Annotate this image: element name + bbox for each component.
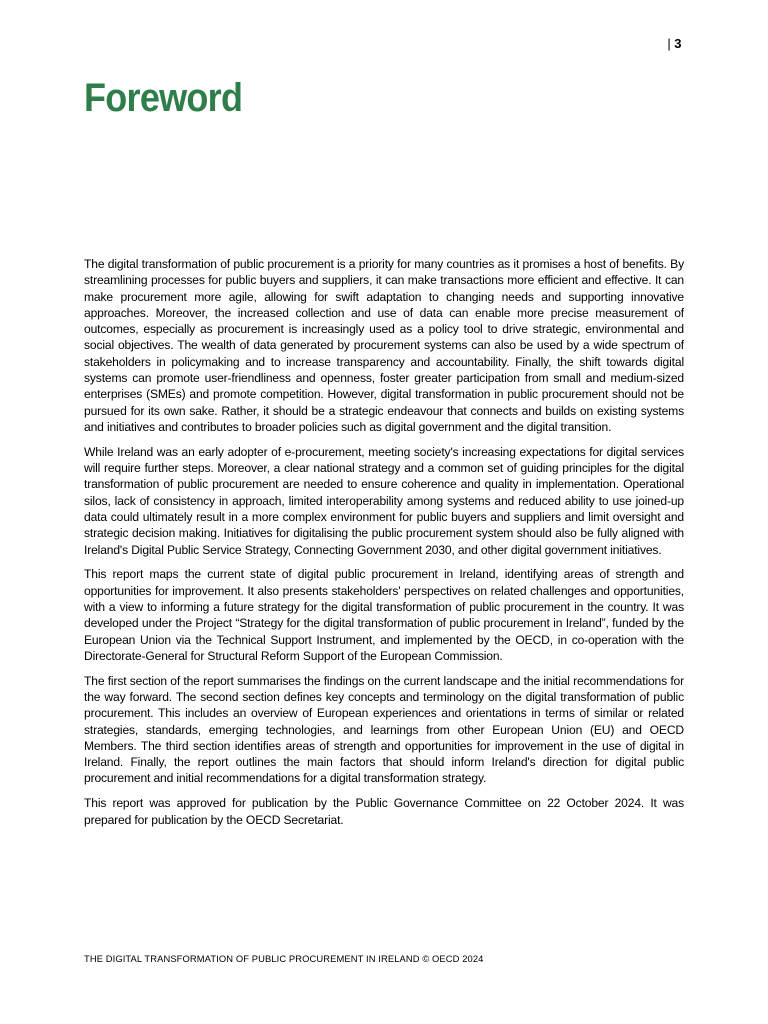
paragraph: This report maps the current state of digital public procurement in Ireland, identifying areas of strength and opportunities for improvement. It also presents stakeholders' perspectives on related challenges and opportunities, with a view to informing a future strategy for the digital transformation of public procurement in the country. It was developed under the Project “Strategy for the digital transformation of public procurement in Ireland”, funded by the European Union via the Technical Support Instrument, and implemented by the OECD, in co-operation with the Directorate-General for Structural Reform Support of the European Commission.: [84, 567, 684, 663]
paragraph: The first section of the report summarises the findings on the current landscape and the initial recommendations for the way forward. The second section defines key concepts and terminology on the digital transformation of public procurement. This includes an overview of European experiences and orientations in terms of similar or related strategies, standards, emerging technologies, and learnings from other European Union (EU) and OECD Members. The third section identifies areas of strength and opportunities for improvement in the use of digital in Ireland. Finally, the report outlines the main factors that should inform Ireland's direction for digital public procurement and initial recommendations for a digital transformation strategy.: [84, 673, 684, 786]
body-text: [84, 256, 684, 836]
page-number-value: 3: [674, 36, 682, 51]
paragraph: While Ireland was an early adopter of e-procurement, meeting society's increasing expectations for digital services will require further steps. Moreover, a clear national strategy and a common set of guiding principles for the digital transformation of public procurement are needed to ensure coherence and quality in implementation. Operational silos, lack of consistency in approach, limited interoperability among systems and reduced ability to use joined-up data could ultimately result in a more complex environment for public buyers and suppliers and limit oversight and strategic decision making. Initiatives for digitalising the public procurement system should also be fully aligned with Ireland's Digital Public Service Strategy, Connecting Government 2030, and other digital government initiatives.: [84, 444, 684, 557]
page-title: Foreword: [84, 76, 243, 120]
paragraph: This report was approved for publication by the Public Governance Committee on 22 October 2024. It was prepared for publication by the OECD Secretariat.: [84, 796, 684, 827]
page-number-separator: |: [667, 36, 672, 51]
paragraph: The digital transformation of public procurement is a priority for many countries as it promises a host of benefits. By streamlining processes for public buyers and suppliers, it can make transactions more efficient and effective. It can make procurement more agile, allowing for swift adaptation to changing needs and supporting innovative approaches. Moreover, the increased collection and use of data can enable more precise measurement of outcomes, especially as procurement is increasingly used as a policy tool to drive strategic, environmental and social objectives. The wealth of data generated by procurement systems can also be used by a wide spectrum of stakeholders in policymaking and to increase transparency and accountability. Finally, the shift towards digital systems can promote user-friendliness and openness, foster greater participation from small and medium-sized enterprises (SMEs) and promote competition. However, digital transformation in public procurement should not be pursued for its own sake. Rather, it should be a strategic endeavour that connects and builds on existing systems and initiatives and contributes to broader policies such as digital government and the digital transition.: [84, 257, 684, 434]
page-number: [667, 36, 682, 51]
page-footer: THE DIGITAL TRANSFORMATION OF PUBLIC PROCUREMENT IN IRELAND © OECD 2024: [84, 953, 484, 964]
